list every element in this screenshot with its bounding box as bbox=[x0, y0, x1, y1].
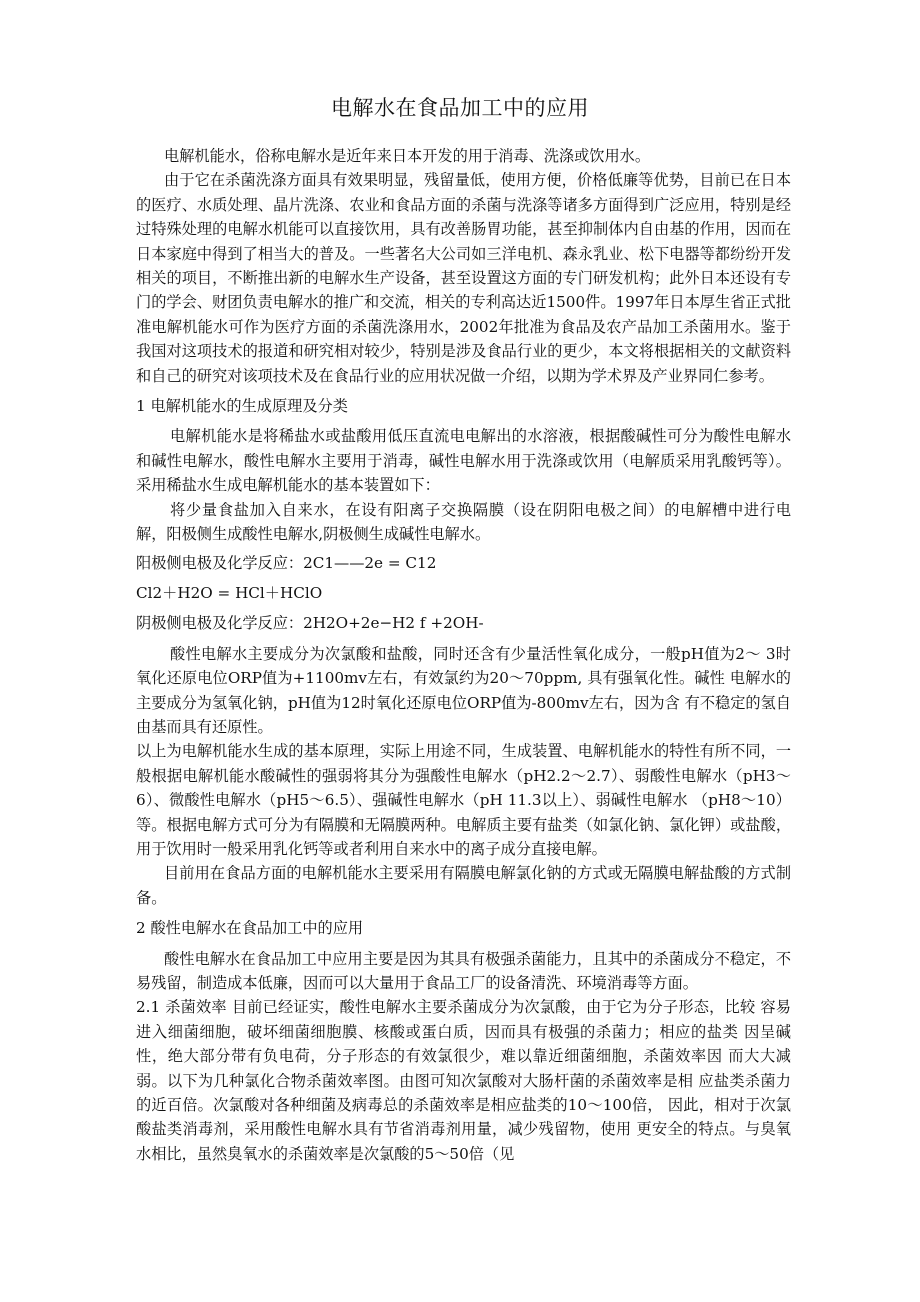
paragraph-principle: 电解机能水是将稀盐水或盐酸用低压直流电电解出的水溶液，根据酸碱性可分为酸性电解水和碱性电解水，酸性电解水主要用于消毒，碱性电解水用于洗涤或饮用（电解质采用乳酸钙等）。采用稀盐水生成电解机能水的基本装置如下： bbox=[136, 427, 791, 495]
paragraph-preparation: 目前用在食品方面的电解机能水主要采用有隔膜电解氯化钠的方式或无隔膜电解盐酸的方式制备。 bbox=[136, 864, 791, 907]
paragraph-apparatus: 将少量食盐加入自来水，在设有阳离子交换隔膜（设在阴阳电极之间）的电解槽中进行电解，阳极侧生成酸性电解水,阴极侧生成碱性电解水。 bbox=[136, 500, 791, 544]
formula-chlorine-hydrolysis: Cl2＋H2O = HCl＋HClO bbox=[136, 583, 323, 602]
paragraph-sterilization-efficiency: 2.1 杀菌效率 目前已经证实，酸性电解水主要杀菌成分为次氯酸，由于它为分子形态，比较 容易进入细菌细胞，破坏细菌细胞膜、核酸或蛋白质，因而具有极强的杀菌力；相应的盐类 因呈碱性，绝大部分带有负电荷，分子形态的有效氯很少，难以靠近细菌细胞，杀菌效率因 而大大减弱。以下为几种氯化合物杀菌效率图。由图可知次氯酸对大肠杆菌的杀菌效率是相 应盐类杀菌力的近百倍。次氯酸对各种细菌及病毒总的杀菌效率是相应盐类的10～100倍， 因此，相对于次氯酸盐类消毒剂，采用酸性电解水具有节省消毒剂用量，减少残留物，使用 更安全的特点。与臭氧水相比，虽然臭氧水的杀菌效率是次氯酸的5～50倍（见 bbox=[136, 998, 791, 1163]
paragraph-acidic-application: 酸性电解水在食品加工中应用主要是因为其具有极强杀菌能力，且其中的杀菌成分不稳定，不易残留，制造成本低廉，因而可以大量用于食品工厂的设备清洗、环境消毒等方面。 bbox=[136, 949, 791, 992]
formula-anode-reaction: 阳极侧电极及化学反应：2C1——2e = C12 bbox=[136, 553, 437, 572]
paragraph-classification: 以上为电解机能水生成的基本原理，实际上用途不同，生成装置、电解机能水的特性有所不同，一般根据电解机能水酸碱性的强弱将其分为强酸性电解水（pH2.2～2.7）、弱酸性电解水（pH3～6）、微酸性电解水（pH5～6.5）、强碱性电解水（pH 11.3以上）、弱碱性电解水 （pH8～10）等。根据电解方式可分为有隔膜和无隔膜两种。电解质主要有盐类（如氯化钠、氯化钾）或盐酸，用于饮用时一般采用乳化钙等或者利用自来水中的离子成分直接电解。 bbox=[136, 742, 791, 858]
document-body bbox=[136, 144, 791, 1166]
document-title: 电解水在食品加工中的应用 bbox=[331, 96, 589, 120]
section-heading-1: 1 电解机能水的生成原理及分类 bbox=[136, 397, 348, 416]
section-heading-2: 2 酸性电解水在食品加工中的应用 bbox=[136, 919, 364, 938]
formula-cathode-reaction: 阴极侧电极及化学反应：2H2O+2e−H2 f +2OH- bbox=[136, 614, 484, 633]
paragraph-advantages: 由于它在杀菌洗涤方面具有效果明显，残留量低，使用方便，价格低廉等优势，目前已在日本的医疗、水质处理、晶片洗涤、农业和食品方面的杀菌与洗涤等诸多方面得到广泛应用，特别是经过特殊处理的电解水机能可以直接饮用，具有改善肠胃功能，甚至抑制体内自由基的作用，因而在日本家庭中得到了相当大的普及。一些著名大公司如三洋电机、森永乳业、松下电器等都纷纷开发相关的项目，不断推出新的电解水生产设备，甚至设置这方面的专门研发机构；此外日本还设有专门的学会、财团负责电解水的推广和交流，相关的专利高达近1500件。1997年日本厚生省正式批准电解机能水可作为医疗方面的杀菌洗涤用水，2002年批准为食品及农产品加工杀菌用水。鉴于我国对这项技术的报道和研究相对较少，特别是涉及食品行业的更少，本文将根据相关的文献资料和自己的研究对该项技术及在食品行业的应用状况做一介绍，以期为学术界及产业界同仁参考。 bbox=[136, 171, 791, 385]
paragraph-composition: 酸性电解水主要成分为次氯酸和盐酸，同时还含有少量活性氧化成分，一般pH值为2～ 3时氧化还原电位ORP值为+1100mv左右，有效氯约为20～70ppm, 具有强氧化性。碱性 电解水的主要成分为氢氧化钠，pH值为12时氧化还原电位ORP值为-800mv左右，因为含 有不稳定的氢自由基而具有还原性。 bbox=[136, 644, 791, 736]
paragraph-intro: 电解机能水，俗称电解水是近年来日本开发的用于消毒、洗涤或饮用水。 bbox=[164, 147, 650, 165]
